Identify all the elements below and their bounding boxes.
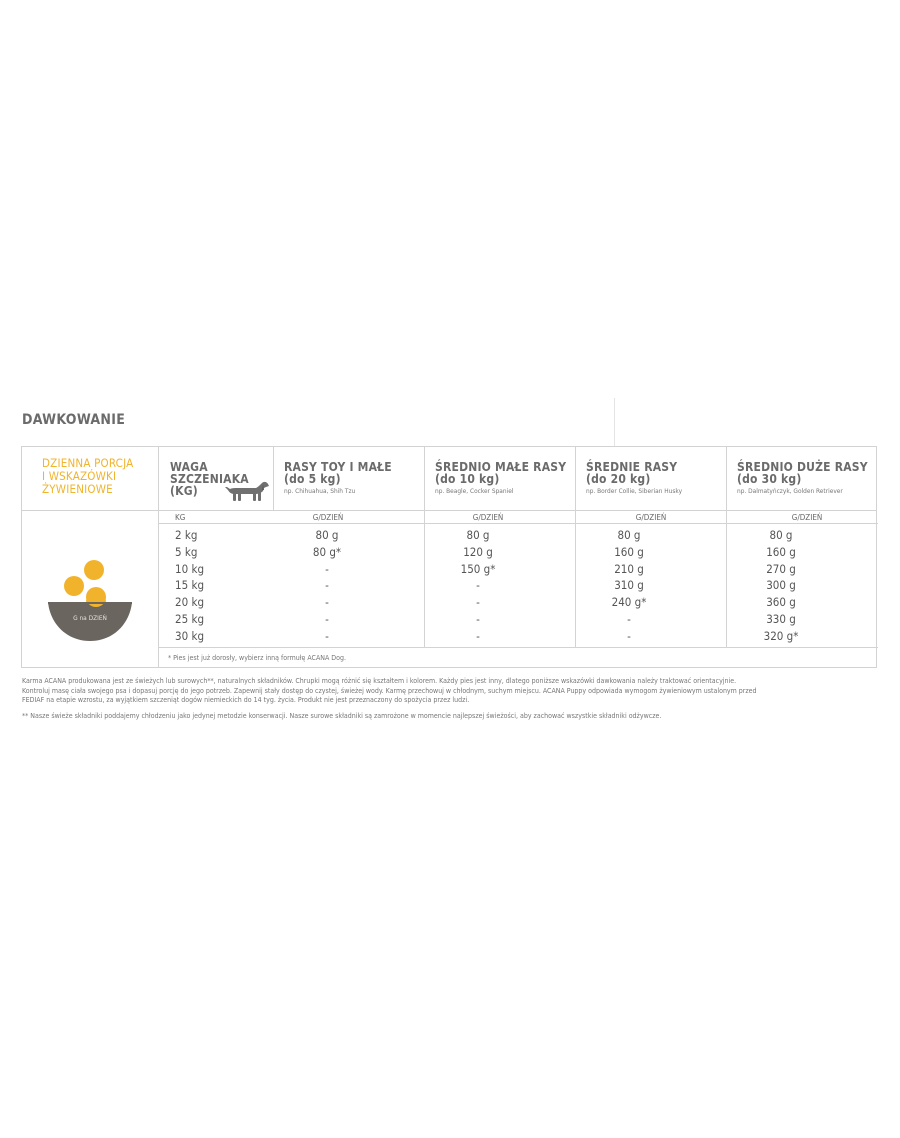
portion-cell: 300 g <box>766 578 796 593</box>
portion-cell: 80 g <box>466 528 490 542</box>
portion-cell: 270 g <box>766 561 796 576</box>
portion-cell: 150 g* <box>460 561 496 576</box>
portion-cell: 80 g <box>315 528 339 542</box>
breed-header-medium-large: ŚREDNIO DUŻE RASY (do 30 kg) np. Dalmatyńczyk, Golden Retriever <box>737 460 868 495</box>
breed-header-medium-small: ŚREDNIO MAŁE RASY (do 10 kg) np. Beagle, Cocker Spaniel <box>435 460 567 495</box>
decorative-divider <box>614 398 615 446</box>
daily-portion-header: DZIENNA PORCJA I WSKAZÓWKI ŻYWIENIOWE <box>42 456 134 496</box>
column-divider <box>273 447 274 510</box>
notes-paragraph: Karma ACANA produkowana jest ze świeżych lub surowych**, naturalnych składników. Chrupki mogą różnić się kształtem i kolorem. Każdy pies jest inny, dlatego poniższe wskazówki dawkowania należy traktować orientacyjnie. Kontroluj masę ciała swojego psa i dopasuj porcję do jego potrzeb. Zapewnij stały dostęp do czystej, świeżej wody. Karmę przechowuj w chłodnym, suchym miejscu. ACANA Puppy odpowiada wymogom żywieniowym ustalonym przed FEDIAF na etapie wzrostu, za wyjątkiem szczeniąt dogów niemieckich do 14 tyg. życia. Produkt nie jest przeznaczony do spożycia przez ludzi. <box>22 677 757 704</box>
portion-cell: - <box>476 578 480 593</box>
weight-cell: 2 kg <box>175 528 198 542</box>
portion-cell: 210 g <box>614 561 644 576</box>
kg-column-header: KG <box>175 513 186 522</box>
weight-cell: 10 kg <box>175 561 205 576</box>
column-divider <box>158 447 159 667</box>
portion-cell: - <box>627 628 631 643</box>
portion-cell: - <box>476 628 480 643</box>
portion-cell: 80 g* <box>312 544 342 559</box>
feeding-table <box>21 446 877 668</box>
food-bowl-icon <box>46 557 136 641</box>
portion-cell: - <box>325 578 329 593</box>
table-footnote: * Pies jest już dorosły, wybierz inną formułę ACANA Dog. <box>168 654 346 662</box>
portion-cell: - <box>627 612 631 626</box>
portion-cell: - <box>325 595 329 610</box>
portion-cell: - <box>325 612 329 626</box>
portion-cell: 120 g <box>463 544 493 559</box>
weight-cell: 5 kg <box>175 544 198 559</box>
header-divider <box>22 510 876 511</box>
weight-cell: 30 kg <box>175 628 205 643</box>
weight-cell: 15 kg <box>175 578 205 593</box>
breed-header-medium: ŚREDNIE RASY (do 20 kg) np. Border Collie, Siberian Husky <box>586 460 683 495</box>
portion-cell: - <box>476 595 480 610</box>
dachshund-icon <box>222 479 270 505</box>
bowl-label: G na DZIEŃ <box>73 614 107 622</box>
portion-cell: 160 g <box>766 544 796 559</box>
portion-cell: - <box>325 561 329 576</box>
portion-cell: 360 g <box>766 595 796 610</box>
portion-cell: 320 g* <box>763 628 799 643</box>
unit-column-header: G/DZIEŃ <box>312 513 344 522</box>
unit-column-header: G/DZIEŃ <box>791 513 823 522</box>
weight-cell: 25 kg <box>175 612 205 626</box>
unit-column-header: G/DZIEŃ <box>635 513 667 522</box>
portion-cell: 330 g <box>766 612 796 626</box>
portion-cell: 160 g <box>614 544 644 559</box>
portion-cell: 80 g <box>617 528 641 542</box>
unit-column-header: G/DZIEŃ <box>472 513 504 522</box>
puppy-weight-header: WAGA SZCZENIAKA (KG) <box>170 460 249 498</box>
portion-cell: 240 g* <box>611 595 647 610</box>
portion-cell: - <box>476 612 480 626</box>
breed-header-toy: RASY TOY I MAŁE (do 5 kg) np. Chihuahua, Shih Tzu <box>284 460 392 495</box>
portion-cell: 310 g <box>614 578 644 593</box>
portion-cell: 80 g <box>769 528 793 542</box>
notes-footnote: ** Nasze świeże składniki poddajemy chłodzeniu jako jedynej metodzie konserwacji. Nasze surowe składniki są zamrożone w momencie najlepszej świeżości, aby zachować wszystkie składniki odżywcze. <box>22 712 662 720</box>
weight-cell: 20 kg <box>175 595 205 610</box>
unit-row-divider <box>158 523 878 524</box>
page-title: DAWKOWANIE <box>22 412 126 428</box>
bowl-illustration <box>46 557 136 641</box>
footnote-divider <box>158 647 878 648</box>
portion-cell: - <box>325 628 329 643</box>
